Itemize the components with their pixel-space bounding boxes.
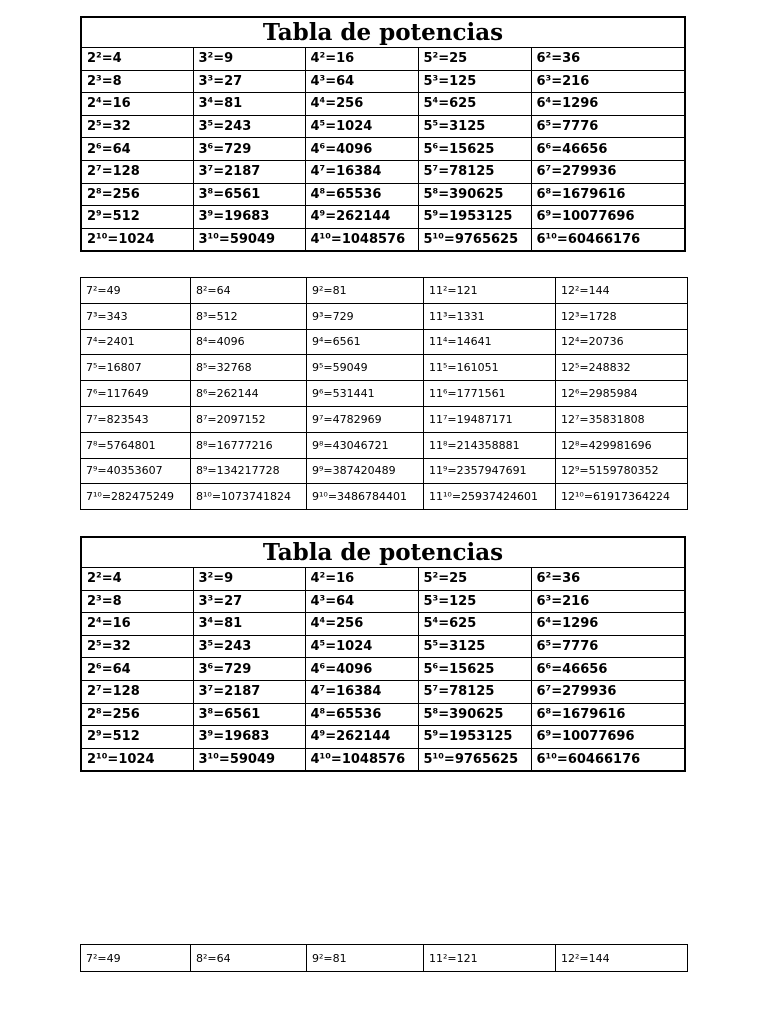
power-cell: 6⁴=1296 (531, 613, 685, 636)
power-cell: 4⁴=256 (305, 93, 418, 116)
table-body (81, 945, 688, 972)
powers-table-7-to-12 (80, 277, 688, 510)
power-cell: 2⁸=256 (81, 183, 193, 206)
power-cell: 12⁴=20736 (556, 329, 688, 355)
power-cell: 5⁸=390625 (418, 183, 531, 206)
power-cell: 8²=64 (191, 278, 307, 304)
power-cell: 5²=25 (418, 48, 531, 71)
power-cell: 8⁶=262144 (191, 381, 307, 407)
power-cell: 3⁴=81 (193, 613, 305, 636)
power-cell: 9²=81 (307, 945, 424, 972)
power-cell: 7⁴=2401 (81, 329, 191, 355)
power-cell: 12²=144 (556, 278, 688, 304)
power-cell: 5³=125 (418, 70, 531, 93)
power-cell: 12³=1728 (556, 303, 688, 329)
power-cell: 6⁹=10077696 (531, 206, 685, 229)
power-cell: 7²=49 (81, 278, 191, 304)
power-cell: 11⁹=2357947691 (424, 458, 556, 484)
power-cell: 11²=121 (424, 278, 556, 304)
table-row (81, 726, 685, 749)
power-cell: 8⁵=32768 (191, 355, 307, 381)
power-cell: 6²=36 (531, 568, 685, 591)
power-cell: 7⁹=40353607 (81, 458, 191, 484)
table-row (81, 613, 685, 636)
power-cell: 2¹⁰=1024 (81, 228, 193, 251)
power-cell: 8¹⁰=1073741824 (191, 484, 307, 510)
power-cell: 9⁶=531441 (307, 381, 424, 407)
power-cell: 6⁶=46656 (531, 658, 685, 681)
power-cell: 2⁵=32 (81, 115, 193, 138)
table-title-row (81, 537, 685, 568)
power-cell: 4⁵=1024 (305, 115, 418, 138)
power-cell: 9⁵=59049 (307, 355, 424, 381)
table-body (81, 278, 688, 510)
power-cell: 3²=9 (193, 48, 305, 71)
power-cell: 2⁶=64 (81, 138, 193, 161)
power-cell: 2⁵=32 (81, 635, 193, 658)
table-row (81, 303, 688, 329)
power-cell: 11⁵=161051 (424, 355, 556, 381)
table-row (81, 406, 688, 432)
table-body (81, 48, 685, 252)
power-cell: 2³=8 (81, 70, 193, 93)
table-row (81, 658, 685, 681)
power-cell: 4⁶=4096 (305, 658, 418, 681)
power-cell: 6⁵=7776 (531, 115, 685, 138)
table-row (81, 748, 685, 771)
power-cell: 4³=64 (305, 590, 418, 613)
power-cell: 8⁹=134217728 (191, 458, 307, 484)
power-cell: 4¹⁰=1048576 (305, 228, 418, 251)
power-cell: 7⁶=117649 (81, 381, 191, 407)
power-cell: 4²=16 (305, 568, 418, 591)
power-cell: 7⁵=16807 (81, 355, 191, 381)
powers-table-2-to-6-copy (80, 536, 686, 772)
power-cell: 2⁹=512 (81, 726, 193, 749)
table-row (81, 703, 685, 726)
power-cell: 2⁴=16 (81, 93, 193, 116)
power-cell: 12⁸=429981696 (556, 432, 688, 458)
power-cell: 9⁷=4782969 (307, 406, 424, 432)
power-cell: 2³=8 (81, 590, 193, 613)
power-cell: 7⁷=823543 (81, 406, 191, 432)
power-cell: 5²=25 (418, 568, 531, 591)
table-row (81, 228, 685, 251)
power-cell: 4⁷=16384 (305, 680, 418, 703)
power-cell: 6²=36 (531, 48, 685, 71)
power-cell: 7⁸=5764801 (81, 432, 191, 458)
power-cell: 7³=343 (81, 303, 191, 329)
power-cell: 11³=1331 (424, 303, 556, 329)
table-title: Tabla de potencias (81, 537, 685, 568)
power-cell: 12¹⁰=61917364224 (556, 484, 688, 510)
power-cell: 11⁶=1771561 (424, 381, 556, 407)
power-cell: 3⁶=729 (193, 138, 305, 161)
power-cell: 6⁷=279936 (531, 680, 685, 703)
power-cell: 9⁸=43046721 (307, 432, 424, 458)
power-cell: 7²=49 (81, 945, 191, 972)
power-cell: 3⁵=243 (193, 115, 305, 138)
power-cell: 4⁹=262144 (305, 206, 418, 229)
power-cell: 4⁸=65536 (305, 183, 418, 206)
table-row (81, 70, 685, 93)
powers-table-2-to-6 (80, 16, 686, 252)
power-cell: 4⁵=1024 (305, 635, 418, 658)
power-cell: 6³=216 (531, 590, 685, 613)
power-cell: 3¹⁰=59049 (193, 228, 305, 251)
power-cell: 8²=64 (191, 945, 307, 972)
power-cell: 4²=16 (305, 48, 418, 71)
power-cell: 6⁹=10077696 (531, 726, 685, 749)
power-cell: 8⁸=16777216 (191, 432, 307, 458)
power-cell: 5¹⁰=9765625 (418, 748, 531, 771)
table-row (81, 355, 688, 381)
power-cell: 6⁷=279936 (531, 160, 685, 183)
power-cell: 3⁹=19683 (193, 206, 305, 229)
table-row (81, 568, 685, 591)
power-cell: 8⁴=4096 (191, 329, 307, 355)
table-row (81, 635, 685, 658)
power-cell: 12⁶=2985984 (556, 381, 688, 407)
power-cell: 7¹⁰=282475249 (81, 484, 191, 510)
power-cell: 2⁹=512 (81, 206, 193, 229)
power-cell: 3³=27 (193, 590, 305, 613)
power-cell: 11⁴=14641 (424, 329, 556, 355)
power-cell: 5⁵=3125 (418, 635, 531, 658)
power-cell: 12⁹=5159780352 (556, 458, 688, 484)
power-cell: 4³=64 (305, 70, 418, 93)
power-cell: 5¹⁰=9765625 (418, 228, 531, 251)
power-cell: 9⁹=387420489 (307, 458, 424, 484)
table-row (81, 93, 685, 116)
power-cell: 2⁶=64 (81, 658, 193, 681)
power-cell: 9³=729 (307, 303, 424, 329)
power-cell: 5³=125 (418, 590, 531, 613)
power-cell: 4⁷=16384 (305, 160, 418, 183)
power-cell: 6⁶=46656 (531, 138, 685, 161)
power-cell: 6⁸=1679616 (531, 183, 685, 206)
power-cell: 3⁶=729 (193, 658, 305, 681)
table-row (81, 458, 688, 484)
power-cell: 4⁴=256 (305, 613, 418, 636)
table-row (81, 206, 685, 229)
power-cell: 6¹⁰=60466176 (531, 228, 685, 251)
power-cell: 3⁴=81 (193, 93, 305, 116)
power-cell: 5⁷=78125 (418, 160, 531, 183)
power-cell: 5⁷=78125 (418, 680, 531, 703)
power-cell: 11²=121 (424, 945, 556, 972)
power-cell: 4⁸=65536 (305, 703, 418, 726)
power-cell: 3⁷=2187 (193, 680, 305, 703)
power-cell: 9¹⁰=3486784401 (307, 484, 424, 510)
power-cell: 3²=9 (193, 568, 305, 591)
power-cell: 2¹⁰=1024 (81, 748, 193, 771)
power-cell: 6¹⁰=60466176 (531, 748, 685, 771)
power-cell: 11⁸=214358881 (424, 432, 556, 458)
table-title: Tabla de potencias (81, 17, 685, 48)
power-cell: 5⁶=15625 (418, 138, 531, 161)
power-cell: 8³=512 (191, 303, 307, 329)
power-cell: 4⁹=262144 (305, 726, 418, 749)
power-cell: 4¹⁰=1048576 (305, 748, 418, 771)
power-cell: 5⁸=390625 (418, 703, 531, 726)
power-cell: 12⁵=248832 (556, 355, 688, 381)
power-cell: 3³=27 (193, 70, 305, 93)
power-cell: 6⁵=7776 (531, 635, 685, 658)
power-cell: 2⁷=128 (81, 160, 193, 183)
table-row (81, 329, 688, 355)
power-cell: 2⁷=128 (81, 680, 193, 703)
power-cell: 3¹⁰=59049 (193, 748, 305, 771)
table-row (81, 432, 688, 458)
power-cell: 11¹⁰=25937424601 (424, 484, 556, 510)
table-row (81, 160, 685, 183)
table-row (81, 680, 685, 703)
power-cell: 5⁶=15625 (418, 658, 531, 681)
power-cell: 2⁴=16 (81, 613, 193, 636)
power-cell: 8⁷=2097152 (191, 406, 307, 432)
power-cell: 3⁹=19683 (193, 726, 305, 749)
power-cell: 5⁹=1953125 (418, 206, 531, 229)
table-row (81, 945, 688, 972)
power-cell: 11⁷=19487171 (424, 406, 556, 432)
power-cell: 4⁶=4096 (305, 138, 418, 161)
power-cell: 3⁵=243 (193, 635, 305, 658)
power-cell: 12⁷=35831808 (556, 406, 688, 432)
power-cell: 9²=81 (307, 278, 424, 304)
power-cell: 5⁵=3125 (418, 115, 531, 138)
power-cell: 5⁴=625 (418, 93, 531, 116)
table-row (81, 48, 685, 71)
table-row (81, 381, 688, 407)
power-cell: 6⁴=1296 (531, 93, 685, 116)
power-cell: 2²=4 (81, 48, 193, 71)
power-cell: 3⁸=6561 (193, 183, 305, 206)
power-cell: 6³=216 (531, 70, 685, 93)
power-cell: 5⁴=625 (418, 613, 531, 636)
power-cell: 6⁸=1679616 (531, 703, 685, 726)
power-cell: 3⁷=2187 (193, 160, 305, 183)
table-row (81, 278, 688, 304)
powers-table-7-to-12-partial (80, 944, 688, 972)
power-cell: 3⁸=6561 (193, 703, 305, 726)
table-row (81, 484, 688, 510)
power-cell: 9⁴=6561 (307, 329, 424, 355)
power-cell: 2²=4 (81, 568, 193, 591)
power-cell: 5⁹=1953125 (418, 726, 531, 749)
power-cell: 12²=144 (556, 945, 688, 972)
table-title-row (81, 17, 685, 48)
table-row (81, 115, 685, 138)
table-body (81, 568, 685, 772)
table-row (81, 183, 685, 206)
power-cell: 2⁸=256 (81, 703, 193, 726)
table-row (81, 138, 685, 161)
table-row (81, 590, 685, 613)
